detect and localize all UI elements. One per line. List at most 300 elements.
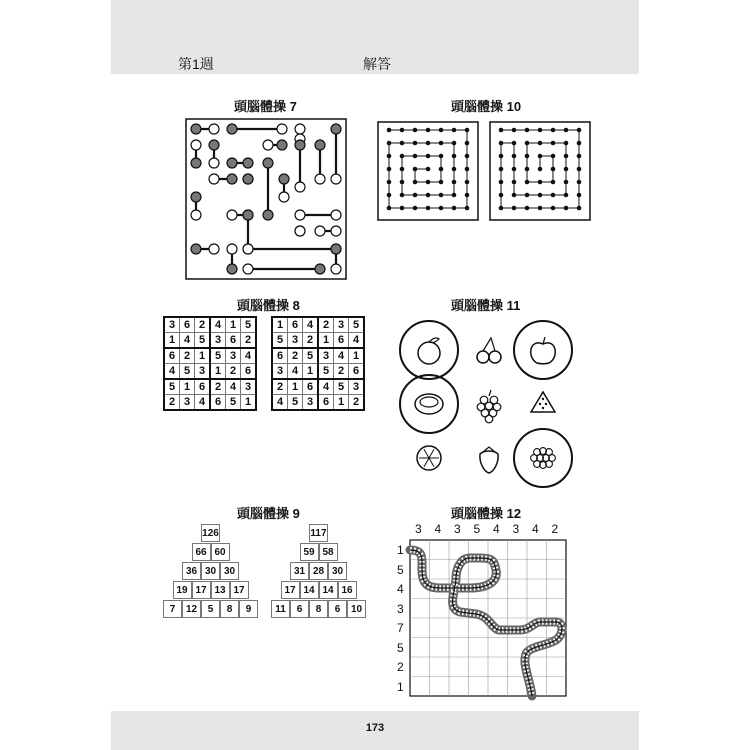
- sudoku-cell: 4: [349, 333, 365, 349]
- sudoku-cell: 1: [272, 317, 288, 333]
- grid-dot: [564, 128, 569, 133]
- grid-dot: [465, 206, 470, 211]
- row-clue: 1: [397, 679, 404, 694]
- grid-dot: [551, 128, 556, 133]
- empty-dot: [263, 140, 273, 150]
- empty-dot: [191, 210, 201, 220]
- empty-dot: [295, 124, 305, 134]
- grid-dot: [577, 128, 582, 133]
- grid-dot: [499, 154, 504, 159]
- grid-dot: [525, 154, 530, 159]
- sudoku-row: [164, 379, 256, 395]
- grid-dot: [512, 180, 517, 185]
- grid-dot: [564, 180, 569, 185]
- selection-circle: [400, 375, 458, 433]
- empty-dot: [315, 174, 325, 184]
- empty-dot: [331, 174, 341, 184]
- grid-dot: [499, 180, 504, 185]
- coconut-icon: [415, 394, 443, 414]
- grid-dot: [439, 167, 444, 172]
- sudoku-cell: 4: [334, 348, 349, 364]
- grid-dot: [551, 206, 556, 211]
- grid-dot: [426, 154, 431, 159]
- sudoku-cell: 5: [195, 333, 211, 349]
- grid-dot: [577, 206, 582, 211]
- grid-dot: [512, 154, 517, 159]
- filled-dot: [191, 244, 201, 254]
- empty-dot: [277, 124, 287, 134]
- grid-dot: [400, 193, 405, 198]
- sudoku-cell: 4: [303, 317, 319, 333]
- puzzle-12-train-track-grid: [410, 540, 566, 696]
- filled-dot: [315, 264, 325, 274]
- sudoku-cell: 5: [288, 395, 303, 411]
- sudoku-row: [272, 317, 364, 333]
- sudoku-cell: 3: [318, 348, 334, 364]
- puzzle-10-grid-b: [490, 122, 590, 220]
- empty-dot: [295, 226, 305, 236]
- sudoku-cell: 5: [318, 364, 334, 380]
- grid-dot: [538, 180, 543, 185]
- sudoku-cell: 4: [272, 395, 288, 411]
- pyramid-cell: 16: [338, 581, 357, 599]
- sudoku-cell: 4: [226, 379, 241, 395]
- pyramid-cell: 6: [328, 600, 347, 618]
- sudoku-cell: 4: [164, 364, 180, 380]
- sudoku-cell: 3: [288, 333, 303, 349]
- strawberry-icon: [480, 447, 498, 473]
- grid-dot: [400, 154, 405, 159]
- pyramid-cell: 17: [192, 581, 211, 599]
- sudoku-cell: 6: [318, 395, 334, 411]
- sudoku-cell: 4: [288, 364, 303, 380]
- sudoku-cell: 1: [180, 379, 195, 395]
- grid-dot: [499, 128, 504, 133]
- filled-dot: [209, 140, 219, 150]
- grid-dot: [465, 193, 470, 198]
- grid-dot: [499, 141, 504, 146]
- grid-dot: [577, 141, 582, 146]
- sudoku-cell: 5: [226, 395, 241, 411]
- grid-dot: [551, 180, 556, 185]
- sudoku-cell: 6: [303, 379, 319, 395]
- grid-dot: [465, 154, 470, 159]
- pyramid-cell: 17: [230, 581, 249, 599]
- grid-dot: [400, 180, 405, 185]
- grid-dot: [400, 167, 405, 172]
- filled-dot: [295, 140, 305, 150]
- empty-dot: [191, 140, 201, 150]
- grid-dot: [551, 154, 556, 159]
- sudoku-row: [164, 348, 256, 364]
- raspberry-icon: [531, 448, 556, 469]
- selection-circle: [400, 321, 458, 379]
- empty-dot: [227, 244, 237, 254]
- grid-dot: [577, 154, 582, 159]
- cherries-icon: [477, 338, 501, 363]
- grid-dot: [400, 128, 405, 133]
- week-label: 第1週: [178, 56, 214, 72]
- empty-dot: [209, 158, 219, 168]
- sudoku-row: [164, 317, 256, 333]
- grid-dot: [525, 141, 530, 146]
- grid-dot: [525, 167, 530, 172]
- empty-dot: [209, 244, 219, 254]
- filled-dot: [243, 158, 253, 168]
- grid-dot: [439, 128, 444, 133]
- filled-dot: [331, 124, 341, 134]
- grid-dot: [538, 128, 543, 133]
- empty-dot: [315, 226, 325, 236]
- grid-dot: [512, 193, 517, 198]
- empty-dot: [331, 226, 341, 236]
- grid-dot: [413, 206, 418, 211]
- pyramid-cell: 19: [173, 581, 192, 599]
- empty-dot: [243, 244, 253, 254]
- puzzle-7-dot-link-board: [186, 119, 346, 279]
- pyramid-cell: 126: [201, 524, 220, 542]
- grid-dot: [413, 141, 418, 146]
- empty-dot: [227, 210, 237, 220]
- column-clue: 2: [551, 522, 559, 536]
- filled-dot: [263, 210, 273, 220]
- grid-dot: [426, 193, 431, 198]
- sudoku-cell: 1: [349, 348, 365, 364]
- grid-dot: [439, 180, 444, 185]
- grid-dot: [551, 193, 556, 198]
- sudoku-cell: 1: [226, 317, 241, 333]
- grid-dot: [499, 193, 504, 198]
- grid-dot: [426, 206, 431, 211]
- grid-dot: [551, 167, 556, 172]
- filled-dot: [227, 158, 237, 168]
- sudoku-cell: 6: [195, 379, 211, 395]
- pyramid-cell: 14: [319, 581, 338, 599]
- grid-dot: [525, 180, 530, 185]
- pyramid-cell: 66: [192, 543, 211, 561]
- sudoku-row: [272, 348, 364, 364]
- sudoku-cell: 2: [349, 395, 365, 411]
- filled-dot: [227, 124, 237, 134]
- watermelon-icon: [531, 392, 555, 412]
- grid-dot: [551, 141, 556, 146]
- puzzle-7-title: 頭腦體操 7: [234, 99, 297, 114]
- grid-dot: [577, 180, 582, 185]
- row-clue: 3: [397, 601, 404, 616]
- pyramid-cell: 13: [211, 581, 230, 599]
- empty-dot: [209, 124, 219, 134]
- sudoku-cell: 6: [288, 317, 303, 333]
- pyramid-cell: 59: [300, 543, 319, 561]
- empty-dot: [295, 182, 305, 192]
- grid-dot: [426, 167, 431, 172]
- sudoku-cell: 1: [195, 348, 211, 364]
- sudoku-cell: 2: [195, 317, 211, 333]
- pyramid-cell: 9: [239, 600, 258, 618]
- sudoku-cell: 5: [334, 379, 349, 395]
- grid-dot: [439, 154, 444, 159]
- grid-dot: [426, 128, 431, 133]
- sudoku-cell: 2: [210, 379, 226, 395]
- pyramid-cell: 5: [201, 600, 220, 618]
- grid-dot: [452, 206, 457, 211]
- row-clue: 1: [397, 543, 404, 557]
- sudoku-cell: 3: [164, 317, 180, 333]
- grid-dot: [512, 206, 517, 211]
- column-clue: 3: [454, 522, 461, 536]
- sudoku-cell: 4: [180, 333, 195, 349]
- filled-dot: [243, 174, 253, 184]
- grid-dot: [538, 206, 543, 211]
- filled-dot: [277, 140, 287, 150]
- column-clue: 4: [434, 522, 442, 536]
- pyramid-cell: 36: [182, 562, 201, 580]
- sudoku-cell: 1: [318, 333, 334, 349]
- grid-dot: [499, 206, 504, 211]
- filled-dot: [279, 174, 289, 184]
- grid-dot: [400, 206, 405, 211]
- sudoku-row: [164, 395, 256, 411]
- sudoku-cell: 2: [272, 379, 288, 395]
- row-clue: 7: [397, 621, 404, 635]
- sudoku-cell: 3: [349, 379, 365, 395]
- grid-dot: [564, 167, 569, 172]
- pyramid-cell: 30: [220, 562, 239, 580]
- filled-dot: [315, 140, 325, 150]
- sudoku-cell: 2: [318, 317, 334, 333]
- pyramid-cell: 6: [290, 600, 309, 618]
- puzzle-8-title: 頭腦體操 8: [237, 298, 300, 313]
- grid-dot: [387, 180, 392, 185]
- grid-dot: [465, 128, 470, 133]
- puzzle-11-title: 頭腦體操 11: [451, 298, 521, 313]
- sudoku-cell: 2: [288, 348, 303, 364]
- grid-dot: [538, 167, 543, 172]
- grid-dot: [577, 193, 582, 198]
- row-clue: 5: [397, 562, 404, 577]
- sudoku-cell: 1: [164, 333, 180, 349]
- sudoku-cell: 2: [180, 348, 195, 364]
- sudoku-cell: 4: [210, 317, 226, 333]
- sudoku-cell: 1: [334, 395, 349, 411]
- filled-dot: [191, 124, 201, 134]
- pyramid-cell: 31: [290, 562, 309, 580]
- sudoku-cell: 5: [180, 364, 195, 380]
- sudoku-cell: 3: [272, 364, 288, 380]
- grid-dot: [413, 180, 418, 185]
- section-title: 解答: [363, 56, 391, 72]
- grid-dot: [426, 141, 431, 146]
- grid-dot: [387, 128, 392, 133]
- grid-dot: [387, 167, 392, 172]
- row-clue: 4: [397, 582, 404, 596]
- grid-dot: [452, 180, 457, 185]
- sudoku-cell: 5: [241, 317, 257, 333]
- empty-dot: [295, 210, 305, 220]
- grid-dot: [426, 180, 431, 185]
- pyramid-cell: 12: [182, 600, 201, 618]
- puzzle-10-grid-a: [378, 122, 478, 220]
- grid-dot: [400, 141, 405, 146]
- grid-dot: [452, 154, 457, 159]
- page-number: 173: [365, 722, 385, 734]
- sudoku-cell: 5: [210, 348, 226, 364]
- grid-dot: [413, 154, 418, 159]
- grid-dot: [538, 141, 543, 146]
- filled-dot: [331, 244, 341, 254]
- grid-dot: [465, 167, 470, 172]
- grapes-icon: [477, 390, 501, 423]
- grid-dot: [525, 206, 530, 211]
- lemon-slice-icon: [417, 446, 441, 470]
- apple-icon: [531, 337, 556, 364]
- sudoku-cell: 2: [241, 333, 257, 349]
- row-clue: 2: [397, 660, 404, 674]
- column-clue: 5: [473, 522, 481, 536]
- grid-dot: [439, 193, 444, 198]
- sudoku-cell: 4: [241, 348, 257, 364]
- grid-dot: [564, 206, 569, 211]
- puzzle-10-title: 頭腦體操 10: [451, 99, 522, 114]
- grid-dot: [564, 193, 569, 198]
- column-clue: 4: [532, 522, 539, 536]
- sudoku-cell: 1: [288, 379, 303, 395]
- sudoku-cell: 3: [226, 348, 241, 364]
- grid-dot: [413, 167, 418, 172]
- sudoku-row: [272, 395, 364, 411]
- filled-dot: [227, 174, 237, 184]
- sudoku-cell: 6: [241, 364, 257, 380]
- row-clue: 5: [397, 640, 404, 655]
- selection-circle: [514, 321, 572, 379]
- sudoku-row: [272, 379, 364, 395]
- sudoku-cell: 5: [164, 379, 180, 395]
- empty-dot: [331, 210, 341, 220]
- grid-dot: [525, 128, 530, 133]
- pyramid-cell: 10: [347, 600, 366, 618]
- pyramid-cell: 30: [201, 562, 220, 580]
- sudoku-cell: 6: [272, 348, 288, 364]
- sudoku-cell: 5: [272, 333, 288, 349]
- grid-dot: [512, 141, 517, 146]
- pyramid-cell: 14: [300, 581, 319, 599]
- orange-icon: [418, 338, 440, 364]
- sudoku-cell: 3: [210, 333, 226, 349]
- pyramid-cell: 60: [211, 543, 230, 561]
- sudoku-cell: 1: [210, 364, 226, 380]
- sudoku-cell: 6: [349, 364, 365, 380]
- sudoku-cell: 6: [180, 317, 195, 333]
- sudoku-cell: 4: [195, 395, 211, 411]
- sudoku-cell: 1: [241, 395, 257, 411]
- filled-dot: [191, 192, 201, 202]
- sudoku-cell: 3: [241, 379, 257, 395]
- sudoku-cell: 6: [164, 348, 180, 364]
- empty-dot: [279, 192, 289, 202]
- grid-dot: [499, 167, 504, 172]
- grid-dot: [439, 141, 444, 146]
- grid-dot: [387, 141, 392, 146]
- pyramid-cell: 28: [309, 562, 328, 580]
- filled-dot: [263, 158, 273, 168]
- grid-dot: [452, 141, 457, 146]
- pyramid-cell: 117: [309, 524, 328, 542]
- sudoku-cell: 4: [318, 379, 334, 395]
- sudoku-cell: 5: [349, 317, 365, 333]
- grid-dot: [452, 167, 457, 172]
- sudoku-grid: [271, 316, 365, 411]
- sudoku-cell: 6: [334, 333, 349, 349]
- grid-dot: [512, 167, 517, 172]
- grid-dot: [413, 193, 418, 198]
- sudoku-cell: 2: [164, 395, 180, 411]
- sudoku-row: [272, 333, 364, 349]
- grid-dot: [564, 141, 569, 146]
- filled-dot: [191, 158, 201, 168]
- sudoku-cell: 1: [303, 364, 319, 380]
- puzzle-9-title: 頭腦體操 9: [237, 506, 300, 521]
- sudoku-cell: 2: [303, 333, 319, 349]
- column-clue: 3: [512, 522, 520, 536]
- pyramid-cell: 30: [328, 562, 347, 580]
- grid-dot: [439, 206, 444, 211]
- pyramid-cell: 11: [271, 600, 290, 618]
- empty-dot: [243, 264, 253, 274]
- grid-dot: [512, 128, 517, 133]
- sudoku-cell: 3: [180, 395, 195, 411]
- sudoku-row: [164, 333, 256, 349]
- sudoku-cell: 6: [226, 333, 241, 349]
- column-clue: 3: [415, 522, 422, 536]
- grid-dot: [452, 193, 457, 198]
- sudoku-cell: 5: [303, 348, 319, 364]
- empty-dot: [209, 174, 219, 184]
- sudoku-cell: 3: [195, 364, 211, 380]
- grid-dot: [538, 193, 543, 198]
- sudoku-cell: 3: [303, 395, 319, 411]
- puzzle-12-title: 頭腦體操 12: [451, 506, 522, 521]
- sudoku-cell: 2: [334, 364, 349, 380]
- pyramid-cell: 17: [281, 581, 300, 599]
- grid-dot: [452, 128, 457, 133]
- pyramid-cell: 8: [309, 600, 328, 618]
- pyramid-cell: 58: [319, 543, 338, 561]
- grid-dot: [577, 167, 582, 172]
- sudoku-cell: 3: [334, 317, 349, 333]
- pyramid-cell: 8: [220, 600, 239, 618]
- empty-dot: [331, 264, 341, 274]
- grid-dot: [387, 154, 392, 159]
- sudoku-row: [272, 364, 364, 380]
- sudoku-grid: [163, 316, 257, 411]
- grid-dot: [465, 180, 470, 185]
- puzzle-11-fruit-grid: [397, 318, 582, 488]
- grid-dot: [564, 154, 569, 159]
- filled-dot: [243, 210, 253, 220]
- grid-dot: [387, 206, 392, 211]
- filled-dot: [227, 264, 237, 274]
- grid-dot: [387, 193, 392, 198]
- sudoku-cell: 2: [226, 364, 241, 380]
- column-clue: 4: [493, 522, 500, 536]
- sudoku-cell: 6: [210, 395, 226, 411]
- grid-dot: [413, 128, 418, 133]
- grid-dot: [525, 193, 530, 198]
- grid-dot: [465, 141, 470, 146]
- sudoku-row: [164, 364, 256, 380]
- pyramid-cell: 7: [163, 600, 182, 618]
- grid-dot: [538, 154, 543, 159]
